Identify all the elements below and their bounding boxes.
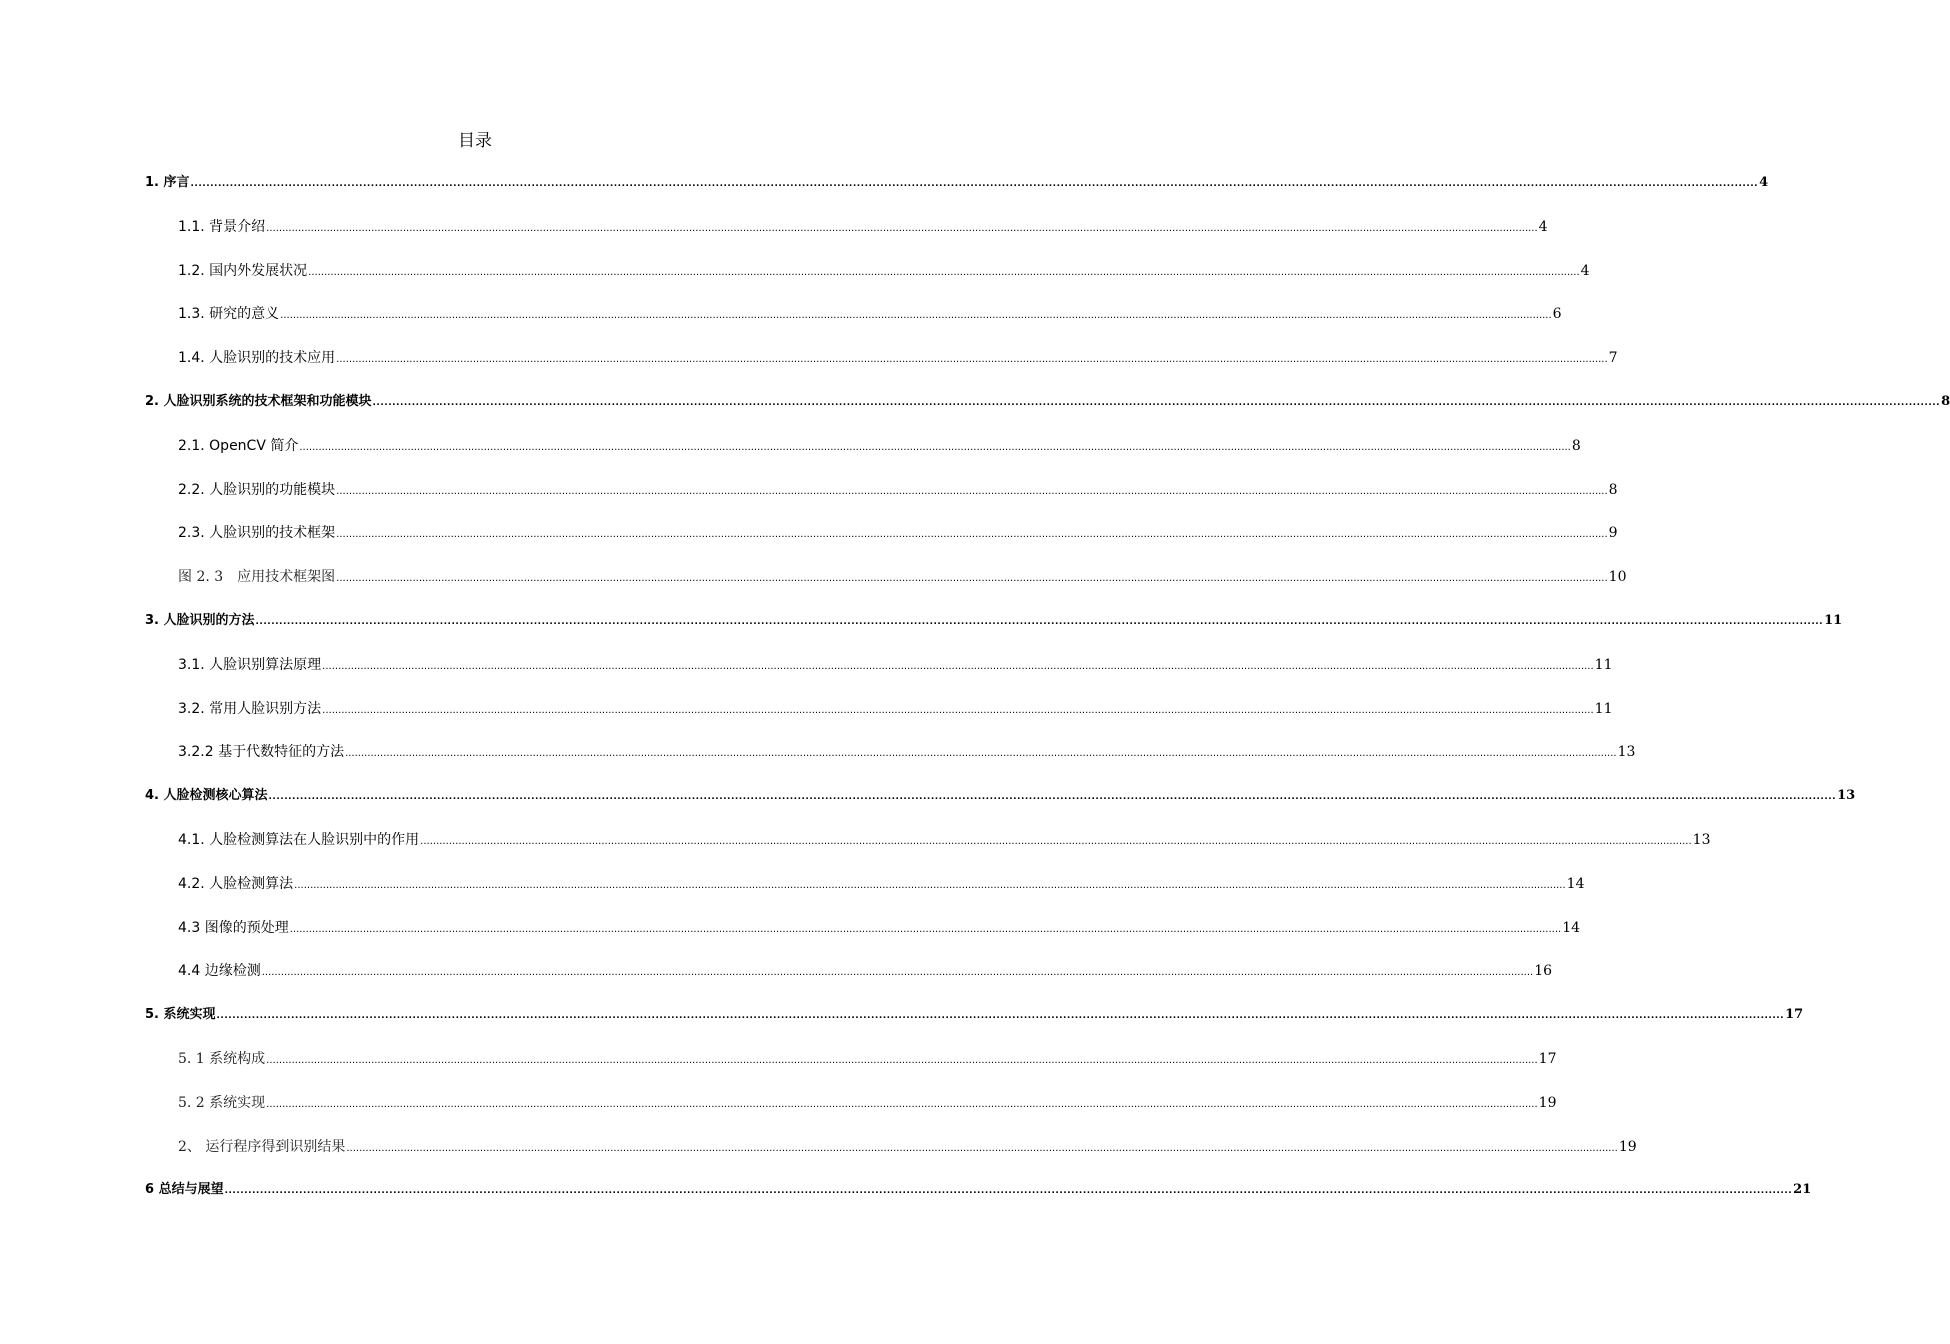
toc-leader-dots: ................................................................................................................................................................................................................................................................................................................................................................................................................ (266, 222, 1538, 234)
toc-entry[interactable] (178, 566, 1627, 588)
toc-leader-dots: ................................................................................................................................................................................................................................................................................................................................................................................................................ (336, 485, 1608, 497)
toc-entry[interactable] (178, 654, 1613, 676)
toc-entry-page: 17 (1538, 1051, 1557, 1067)
toc-entry-label: 1.4. 人脸识别的技术应用 (178, 350, 336, 367)
toc-entry-label: 3.2.2 基于代数特征的方法 (178, 744, 345, 761)
toc-entry[interactable] (178, 347, 1618, 369)
toc-entry-page: 11 (1594, 700, 1613, 717)
toc-entry-label: 2.2. 人脸识别的功能模块 (178, 481, 336, 498)
toc-leader-dots: ................................................................................................................................................................................................................................................................................................................................................................................................................ (261, 967, 1534, 979)
toc-entry-page: 16 (1534, 963, 1553, 980)
toc-leader-dots: ................................................................................................................................................................................................................................................................................................................................................................................................................ (268, 792, 1837, 803)
toc-entry[interactable] (145, 785, 1856, 807)
toc-leader-dots: ................................................................................................................................................................................................................................................................................................................................................................................................................ (190, 179, 1759, 189)
toc-leader-dots: ................................................................................................................................................................................................................................................................................................................................................................................................................ (216, 1011, 1785, 1022)
toc-entry-page: 8 (1608, 481, 1618, 498)
toc-entry-page: 17 (1785, 1007, 1804, 1023)
toc-leader-dots: ................................................................................................................................................................................................................................................................................................................................................................................................................ (336, 529, 1608, 541)
toc-entry[interactable] (178, 1048, 1557, 1070)
toc-entry-label: 1. 序言 (145, 175, 190, 190)
toc-entry[interactable] (178, 260, 1590, 282)
toc-entry-page: 13 (1692, 832, 1711, 848)
toc-leader-dots: ................................................................................................................................................................................................................................................................................................................................................................................................................ (255, 617, 1824, 627)
toc-entry-label: 6 总结与展望 (145, 1182, 224, 1198)
toc-entry[interactable] (145, 172, 1769, 194)
toc-entry-page: 13 (1617, 744, 1636, 761)
toc-leader-dots: ................................................................................................................................................................................................................................................................................................................................................................................................................ (322, 704, 1594, 716)
toc-leader-dots: ................................................................................................................................................................................................................................................................................................................................................................................................................ (346, 1142, 1618, 1154)
toc-leader-dots: ................................................................................................................................................................................................................................................................................................................................................................................................................ (345, 748, 1617, 760)
toc-leader-dots: ................................................................................................................................................................................................................................................................................................................................................................................................................ (299, 441, 1571, 453)
toc-leader-dots: ................................................................................................................................................................................................................................................................................................................................................................................................................ (336, 573, 1608, 585)
toc-leader-dots: ................................................................................................................................................................................................................................................................................................................................................................................................................ (420, 836, 1692, 847)
toc-leader-dots: ................................................................................................................................................................................................................................................................................................................................................................................................................ (280, 310, 1552, 322)
toc-entry-page: 13 (1837, 788, 1856, 804)
toc-entry-label: 1.1. 背景介绍 (178, 218, 266, 235)
toc-entry-page: 8 (1571, 437, 1581, 454)
toc-entry-page: 4 (1759, 175, 1769, 190)
toc-entry-page: 14 (1562, 919, 1581, 936)
toc-leader-dots: ................................................................................................................................................................................................................................................................................................................................................................................................................ (224, 1186, 1793, 1197)
toc-entry-label: 4.2. 人脸检测算法 (178, 875, 294, 892)
toc-entry-page: 11 (1594, 656, 1613, 673)
toc-entry[interactable] (178, 435, 1581, 457)
toc-entry-page: 8 (1941, 394, 1950, 409)
toc-entry-label: 图 2. 3 应用技术框架图 (178, 569, 336, 586)
toc-entry-label: 3.2. 常用人脸识别方法 (178, 700, 322, 717)
toc-entry[interactable] (178, 1092, 1557, 1114)
toc-entry[interactable] (145, 391, 1950, 413)
toc-entry-page: 19 (1538, 1094, 1557, 1111)
toc-entry[interactable] (178, 829, 1711, 851)
toc-entry[interactable] (178, 216, 1548, 238)
toc-entry-label: 4. 人脸检测核心算法 (145, 788, 268, 804)
toc-title: 目录 (458, 131, 492, 151)
toc-entry-label: 1.2. 国内外发展状况 (178, 262, 308, 279)
toc-leader-dots: ................................................................................................................................................................................................................................................................................................................................................................................................................ (308, 266, 1580, 278)
toc-entry[interactable] (145, 1179, 1812, 1201)
toc-entry[interactable] (178, 522, 1618, 544)
toc-leader-dots: ................................................................................................................................................................................................................................................................................................................................................................................................................ (266, 1055, 1538, 1066)
toc-entry-label: 3. 人脸识别的方法 (145, 613, 255, 628)
toc-entry-page: 4 (1580, 262, 1590, 279)
toc-entry[interactable] (145, 610, 1843, 632)
toc-entry-page: 11 (1824, 613, 1843, 628)
toc-entry-page: 14 (1566, 875, 1585, 892)
toc-entry[interactable] (178, 917, 1581, 939)
toc-entry-label: 4.3 图像的预处理 (178, 919, 289, 936)
toc-entry-page: 9 (1608, 525, 1618, 542)
toc-entry-label: 2.1. OpenCV 简介 (178, 437, 299, 454)
toc-entry-label: 4.4 边缘检测 (178, 963, 261, 980)
toc-entry-label: 4.1. 人脸检测算法在人脸识别中的作用 (178, 832, 420, 848)
toc-leader-dots: ................................................................................................................................................................................................................................................................................................................................................................................................................ (289, 923, 1562, 935)
toc-leader-dots: ................................................................................................................................................................................................................................................................................................................................................................................................................ (266, 1098, 1538, 1110)
toc-entry-page: 19 (1618, 1138, 1637, 1155)
toc-entry-label: 2、 运行程序得到识别结果 (178, 1138, 346, 1155)
toc-entry[interactable] (145, 1004, 1804, 1026)
toc-entry-label: 1.3. 研究的意义 (178, 306, 280, 323)
toc-entry-page: 6 (1552, 306, 1562, 323)
toc-entry-label: 5. 1 系统构成 (178, 1051, 266, 1067)
toc-entry-label: 2. 人脸识别系统的技术框架和功能模块 (145, 394, 372, 409)
toc-leader-dots: ................................................................................................................................................................................................................................................................................................................................................................................................................ (294, 879, 1566, 891)
toc-leader-dots: ................................................................................................................................................................................................................................................................................................................................................................................................................ (336, 354, 1608, 366)
toc-leader-dots: ................................................................................................................................................................................................................................................................................................................................................................................................................ (322, 660, 1594, 672)
toc-entry-label: 2.3. 人脸识别的技术框架 (178, 525, 336, 542)
toc-entry-page: 7 (1608, 350, 1618, 367)
toc-entry[interactable] (178, 698, 1613, 720)
toc-leader-dots: ................................................................................................................................................................................................................................................................................................................................................................................................................ (372, 398, 1941, 408)
toc-entry[interactable] (178, 479, 1618, 501)
toc-entry-label: 5. 2 系统实现 (178, 1094, 266, 1111)
toc-entry-page: 4 (1538, 218, 1548, 235)
toc-entry[interactable] (178, 1136, 1637, 1158)
toc-entry-label: 3.1. 人脸识别算法原理 (178, 656, 322, 673)
toc-entry[interactable] (178, 303, 1562, 325)
toc-entry[interactable] (178, 960, 1553, 982)
toc-entry[interactable] (178, 873, 1585, 895)
toc-entry-page: 21 (1793, 1182, 1812, 1198)
toc-entry[interactable] (178, 741, 1636, 763)
toc-entry-label: 5. 系统实现 (145, 1007, 216, 1023)
toc-entry-page: 10 (1608, 569, 1627, 586)
